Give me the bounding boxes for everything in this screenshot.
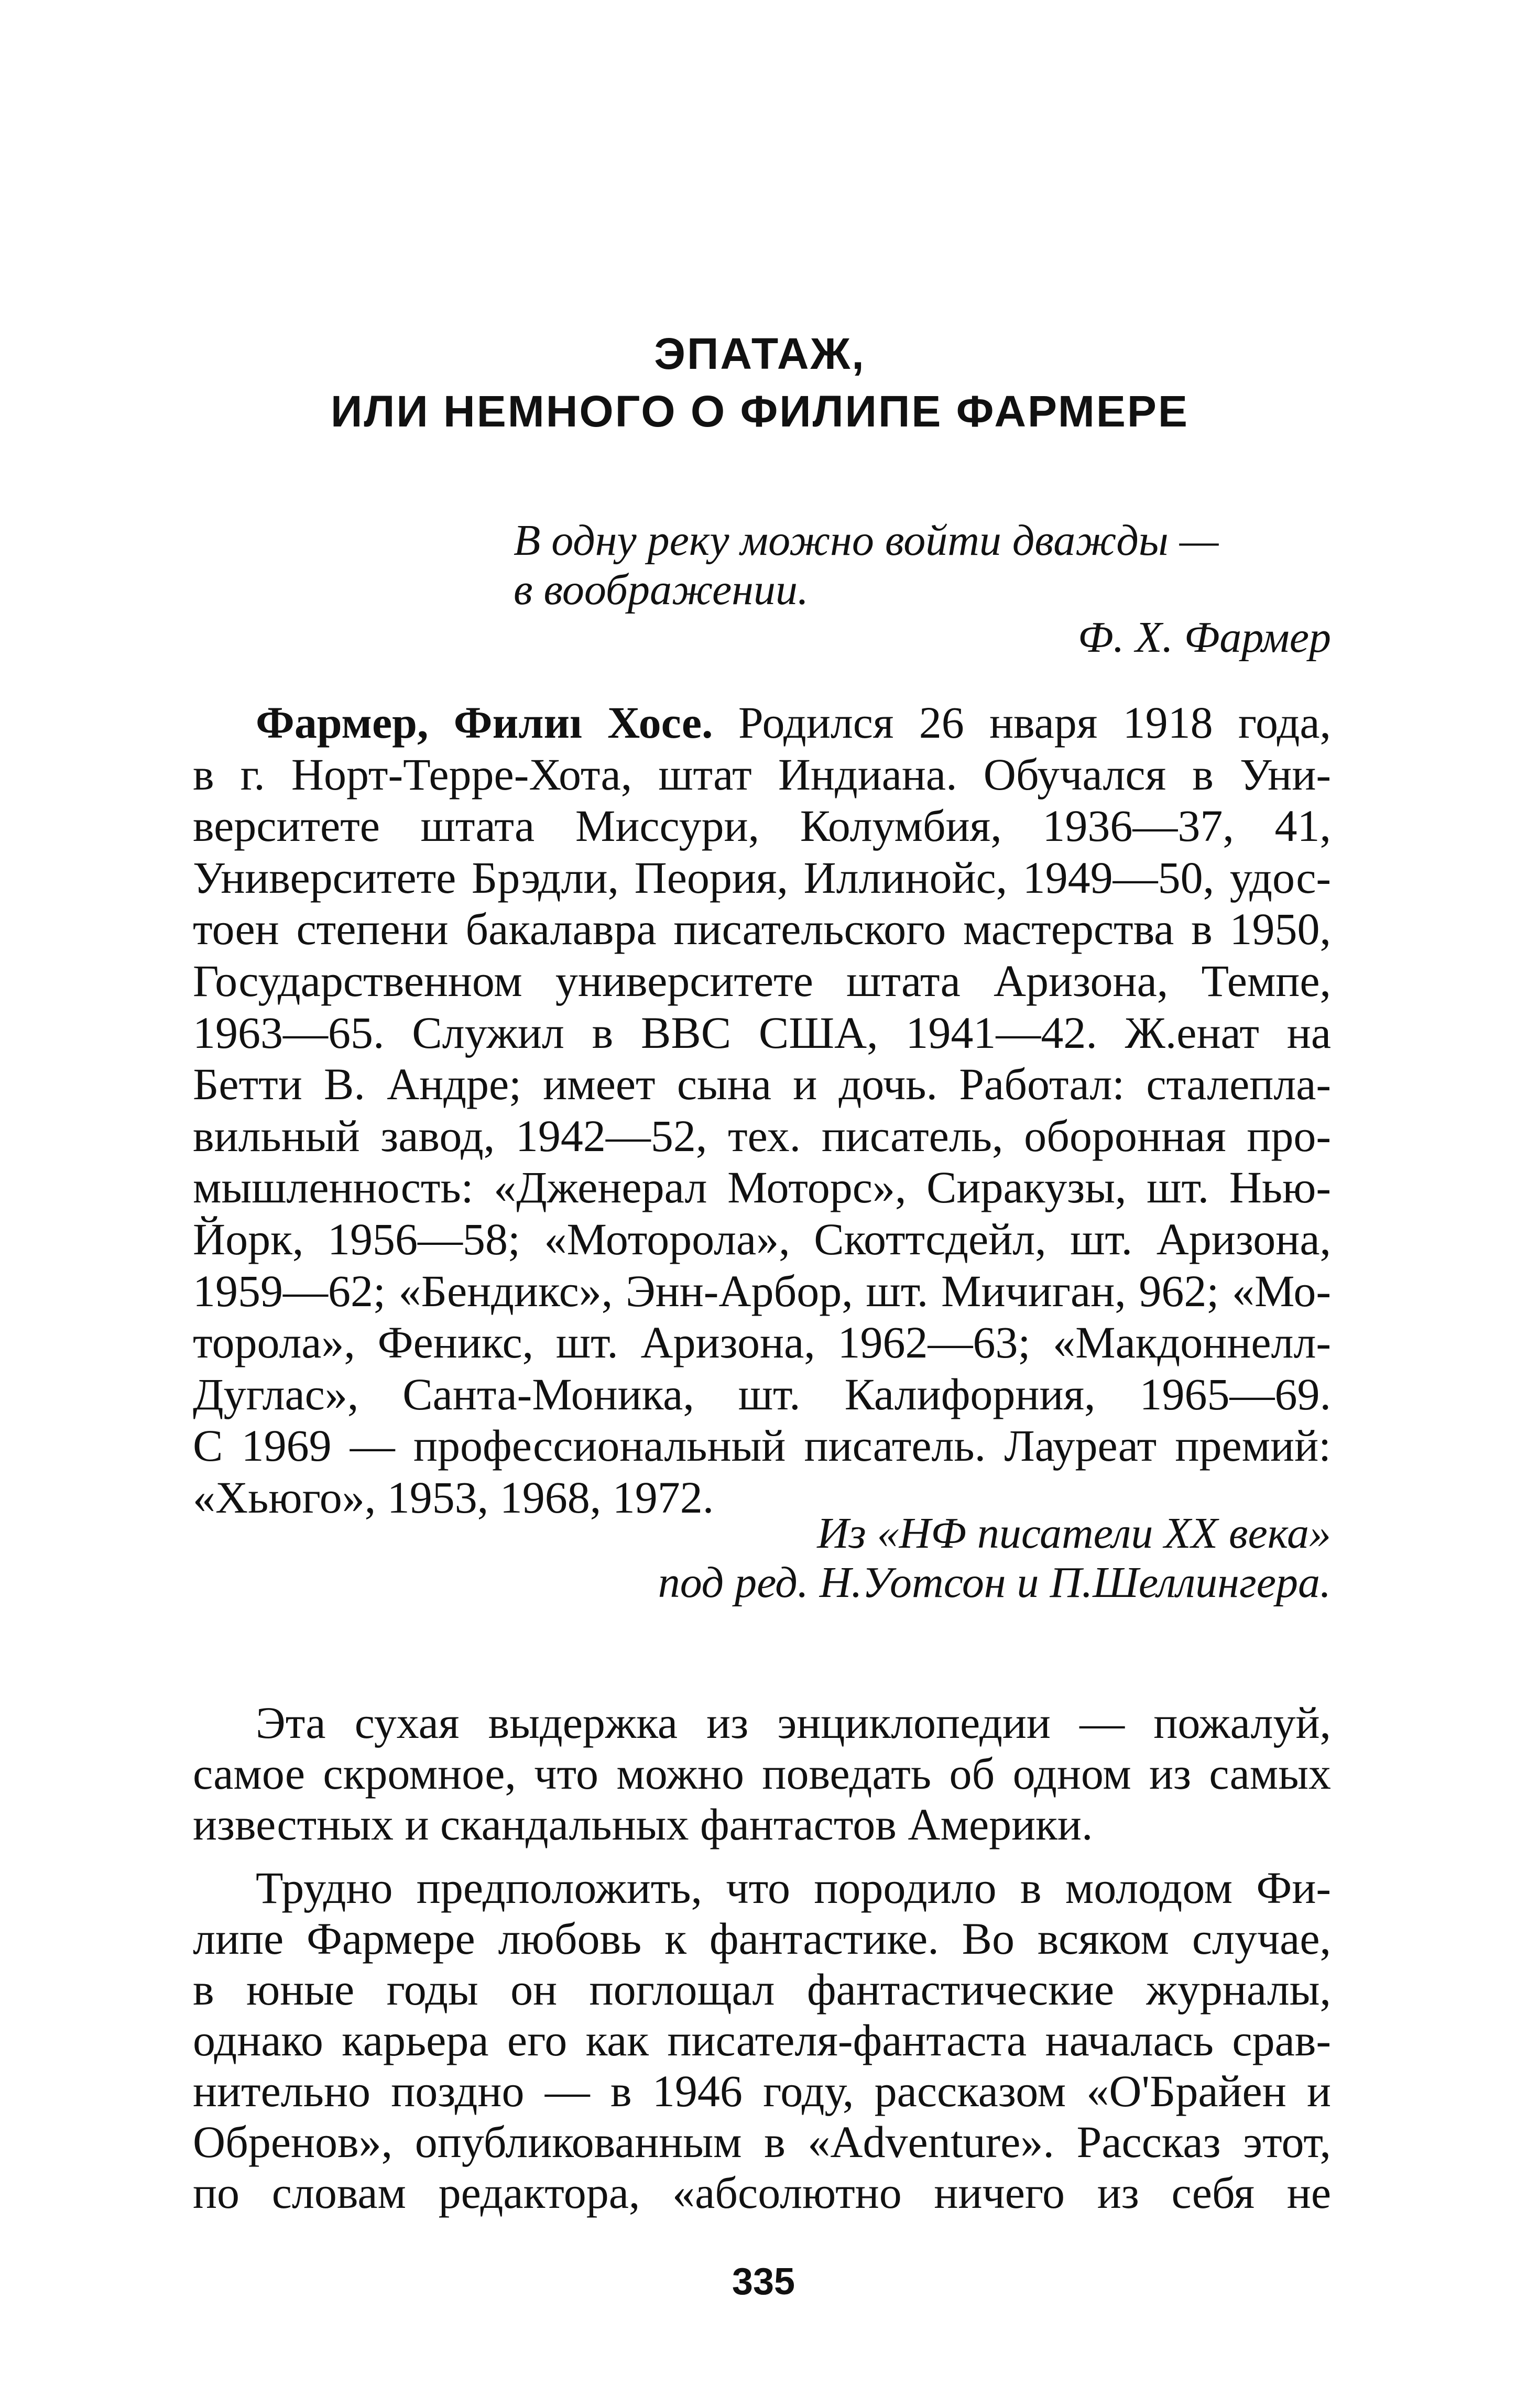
encyclopedia-entry (193, 697, 1331, 1524)
entry-line: вильный завод, 1942—52, тех. писатель, оборонная про- (193, 1110, 1331, 1161)
text-line: самое скромное, что можно поведать об одном из самых (193, 1748, 1331, 1799)
entry-line: Государственном университете штата Аризона, Темпе, (193, 955, 1331, 1006)
main-text (193, 1698, 1331, 2231)
entry-line: Университете Брэдли, Пеория, Иллинойс, 1949—50, удос- (193, 852, 1331, 903)
entry-line: С 1969 — профессиональный писатель. Лауреат премий: (193, 1420, 1331, 1471)
entry-line: торола», Феникс, шт. Аризона, 1962—63; «Макдоннелл- (193, 1317, 1331, 1368)
paragraph (193, 1698, 1331, 1850)
text-line: Трудно предположить, что породило в молодом Фи- (256, 1863, 1331, 1913)
text-line: Обренов», опубликованным в «Adventure». Рассказ этот, (193, 2117, 1331, 2167)
entry-line: «Хьюго», 1953, 1968, 1972. (193, 1472, 714, 1523)
chapter-title (199, 325, 1321, 440)
text-line: в юные годы он поглощал фантастические журналы, (193, 1964, 1331, 2015)
entry-line: Бетти В. Андре; имеет сына и дочь. Работал: сталепла- (193, 1059, 1331, 1110)
entry-line: Дуглас», Санта-Моника, шт. Калифорния, 1965—69. (193, 1369, 1331, 1419)
entry-line: Фармер, Филиı Хосе. Родился 26 нваря 1918 года, (256, 697, 1332, 748)
entry-name: Фармер, Филиı Хосе. (256, 697, 713, 748)
epigraph (514, 516, 1331, 615)
text-line: известных и скандальных фантастов Америки. (193, 1799, 1093, 1849)
entry-line: Йорк, 1956—58; «Моторола», Скоттсдейл, шт. Аризона, (193, 1213, 1331, 1264)
paragraph (193, 1863, 1331, 2218)
text-line: липе Фармере любовь к фантастике. Во всяком случае, (193, 1913, 1331, 1964)
source-line-1: Из «НФ писатели XX века» (817, 1509, 1331, 1558)
text-line: по словам редактора, «абсолютно ничего из себя не (193, 2168, 1331, 2218)
chapter-title-line-2: ИЛИ НЕМНОГО О ФИЛИПЕ ФАРМЕРЕ (331, 387, 1189, 436)
entry-line: мышленность: «Дженерал Моторс», Сиракузы, шт. Нью- (193, 1162, 1331, 1213)
epigraph-author: Ф. Х. Фармер (1077, 613, 1331, 662)
page-number: 335 (732, 2261, 795, 2303)
entry-line: тоен степени бакалавра писательского мастерства в 1950, (193, 904, 1331, 955)
chapter-title-line-1: ЭПАТАЖ, (654, 329, 866, 378)
entry-source (658, 1509, 1331, 1607)
text-line: Эта сухая выдержка из энциклопедии — пожалуй, (256, 1698, 1331, 1748)
epigraph-line: в воображении. (514, 565, 809, 614)
text-line: нительно поздно — в 1946 году, рассказом «О'Брайен и (193, 2066, 1331, 2116)
entry-line: верситете штата Миссури, Колумбия, 1936—37, 41, (193, 801, 1331, 851)
entry-line: 1963—65. Служил в ВВС США, 1941—42. Ж.енат на (193, 1007, 1331, 1058)
epigraph-line: В одну реку можно войти дважды — (514, 516, 1219, 565)
source-line-2: под ред. Н.Уотсон и П.Шеллингера. (658, 1558, 1331, 1607)
entry-line: 1959—62; «Бендикс», Энн-Арбор, шт. Мичиган, 962; «Мо- (193, 1265, 1331, 1316)
entry-line: в г. Норт-Терре-Хота, штат Индиана. Обучался в Уни- (193, 749, 1331, 800)
text-line: однако карьера его как писателя-фантаста началась срав- (193, 2015, 1331, 2065)
